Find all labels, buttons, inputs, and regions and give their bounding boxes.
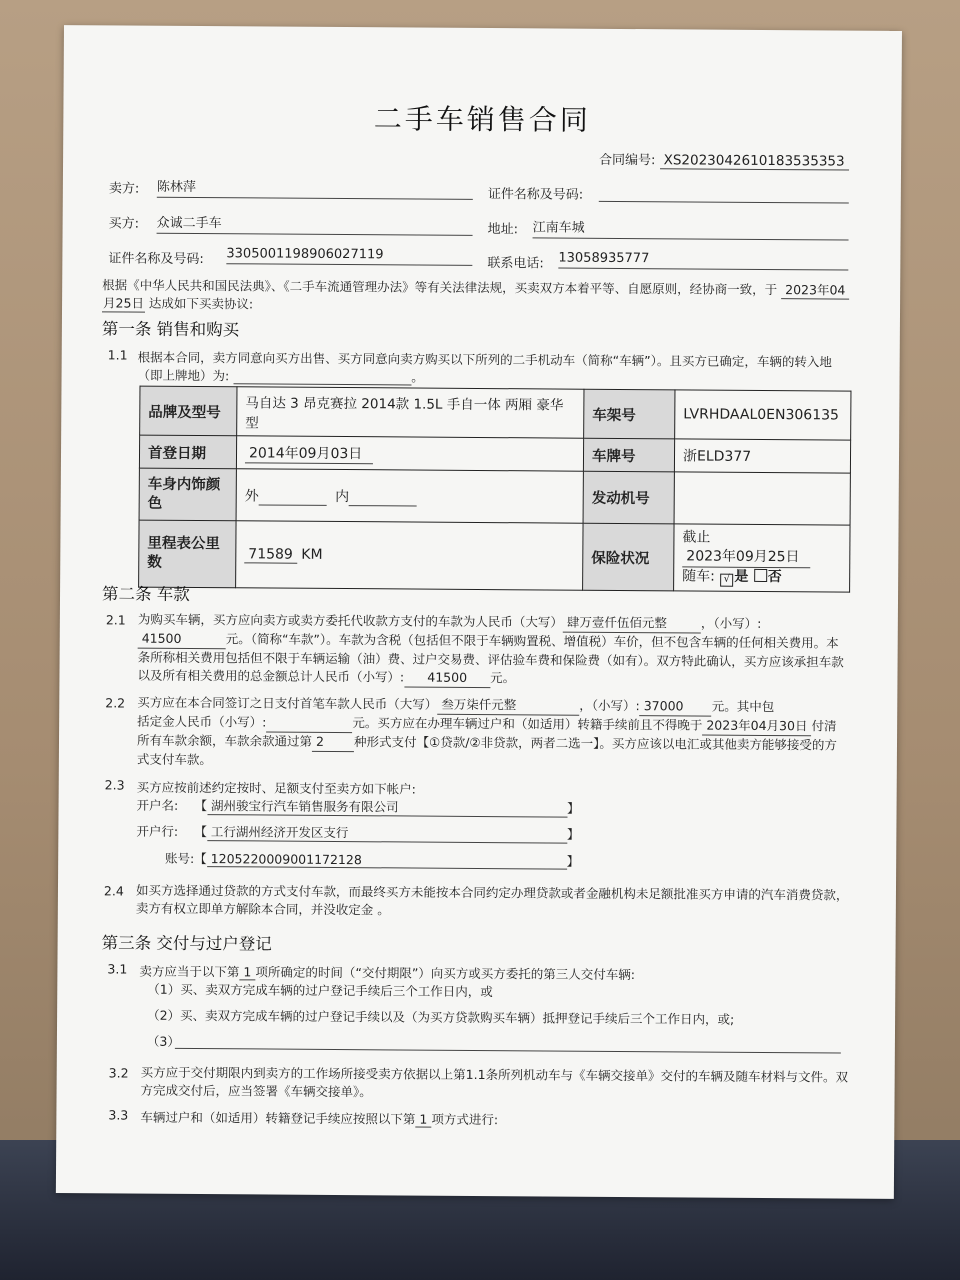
section-2-title: 第二条 车款: [101, 584, 190, 604]
clause-2-1-a: 为购买车辆，买方应向卖方或卖方委托代收款方支付的车款为人民币（大写）: [137, 611, 563, 630]
insurance-date: 2023年09月25日: [682, 547, 810, 568]
insurance-until: 截止: [682, 529, 711, 546]
color-outer-label: 外: [244, 487, 259, 504]
clause-2-2-a: 买方应在本合同签订之日支付首笔车款人民币（大写）: [137, 694, 438, 712]
brand-value: 马自达 3 昂克赛拉 2014款 1.5L 手自一体 两厢 豪华型: [237, 387, 584, 438]
section-1-title: 第一条 销售和购买: [101, 319, 240, 340]
intro-paragraph-2: [102, 293, 253, 313]
engine-value: [674, 472, 850, 525]
clause-3-2-b: 方完成交付后，应当签署《车辆交接单》。: [140, 1082, 372, 1100]
brand-label: 品牌及型号: [140, 386, 237, 436]
clause-2-1-text: [137, 611, 844, 691]
buyer-label: 买方:: [108, 216, 140, 232]
clause-2-2-e: 元。买方应在办理车辆过户和（如适用）转籍手续前且不得晚于: [352, 715, 703, 733]
reg-date-value: 2014年09月03日: [245, 442, 373, 464]
clause-2-2-way: 2: [312, 733, 354, 752]
account-number-label: 账号:: [164, 850, 195, 867]
seller-id-label: 证件名称及号码:: [487, 187, 584, 203]
seller-field: 陈林萍: [157, 176, 473, 200]
mileage-value: 71589: [244, 546, 297, 563]
clause-2-2-amount-small: 37000: [640, 697, 712, 717]
account-name-label: 开户名:: [136, 797, 179, 813]
buyer-field: 众诚二手车: [157, 212, 473, 236]
vehicle-info-table: [138, 386, 851, 593]
insurance-label: 保险状况: [583, 523, 674, 591]
clause-3-1-number: 3.1: [107, 961, 128, 977]
clause-2-2-c: 元。其中包: [711, 698, 775, 715]
bracket-right: 】: [566, 826, 580, 842]
plate-label: 车牌号: [583, 438, 674, 472]
clause-2-2-g: 所有车款余额，车款余款通过第: [136, 732, 313, 749]
clause-2-3-text: 买方应按前述约定按时、足额支付至卖方如下帐户:: [136, 779, 416, 797]
contract-number-row: [599, 149, 849, 171]
vin-label: 车架号: [584, 389, 675, 439]
clause-2-2-h: 种形式支付【①贷款/②非贷款，两者二选一】。买方应该以电汇或其他卖方能够接受的方: [353, 734, 837, 753]
clause-1-1-text-b: （即上牌地）为:: [137, 367, 230, 384]
buyer-id-label: 证件名称及号码:: [108, 251, 204, 268]
clause-2-4-text: [136, 882, 849, 923]
yes-label: 是: [734, 568, 749, 585]
bracket-left: 【: [194, 824, 207, 840]
contract-document: [56, 25, 902, 1199]
clause-1-1-end: 。: [411, 369, 424, 385]
reg-date-label: 首登日期: [139, 435, 236, 469]
intro-date-a: 2023年04: [781, 280, 849, 299]
with-car-label: 随车:: [682, 568, 715, 585]
no-label: 否: [767, 569, 782, 586]
clause-3-2-text: [141, 1064, 849, 1105]
table-row: [139, 520, 850, 592]
document-title: 二手车销售合同: [373, 102, 591, 137]
checkbox-yes[interactable]: √: [720, 574, 733, 587]
clause-2-4-b: 卖方有权立即单方解除本合同，并没收定金 。: [135, 900, 390, 918]
mileage-cell: [236, 521, 583, 590]
account-bank-value: 工行湖州经济开发区支行: [207, 822, 567, 844]
clause-1-1-text-b-row: [138, 366, 424, 386]
mileage-label: 里程表公里数: [139, 520, 236, 588]
clause-3-1-option-3: （3）: [146, 1033, 180, 1049]
section-3-title: 第三条 交付与过户登记: [101, 933, 272, 954]
intro-text-1: 根据《中华人民共和国民法典》、《二手车流通管理办法》等有关法律法规，买卖双方本着平等、自愿原则，经协商一致，于: [102, 277, 778, 298]
clause-3-1-option-2: （2）买、卖双方完成车辆的过户登记手续以及（为买方贷款购买车辆）抵押登记手续后三个工作日内，或;: [147, 1007, 735, 1027]
clause-3-1-option-3-blank: [175, 1048, 841, 1054]
intro-text-2: 达成如下买卖协议:: [148, 295, 254, 312]
clause-2-1-number: 2.1: [105, 612, 126, 628]
clause-3-3-b: 项方式进行:: [431, 1111, 499, 1128]
engine-label: 发动机号: [583, 471, 674, 524]
clause-1-1-number: 1.1: [107, 347, 128, 363]
table-row: [139, 468, 850, 525]
contract-number: XS2023042610183535353: [660, 152, 849, 170]
seller-label: 卖方:: [108, 181, 140, 197]
reg-date-cell: [236, 436, 583, 471]
contract-number-label: 合同编号:: [599, 152, 656, 169]
clause-3-3-text: [140, 1108, 498, 1128]
clause-1-1-text-a: 根据本合同，卖方同意向买方出售、买方同意向卖方购买以下所列的二手机动车（简称“车辆”）。且买方已确定，车辆的转入地: [137, 349, 832, 370]
color-cell: [236, 469, 583, 523]
account-name-row: [137, 796, 580, 818]
insurance-cell: [674, 524, 850, 592]
color-label: 车身内饰颜色: [139, 468, 236, 521]
clause-2-1-amount-small: 41500: [138, 630, 226, 650]
clause-2-2-number: 2.2: [105, 695, 126, 711]
bracket-right: 】: [567, 800, 580, 816]
clause-3-1-a: 卖方应当于以下第: [139, 963, 240, 980]
clause-2-2-b: ，（小写）:: [579, 697, 640, 714]
clause-2-4-number: 2.4: [103, 883, 124, 899]
clause-3-2-a: 买方应于交付期限内到卖方的工作场所接受卖方依据以上第1.1条所列机动车与《车辆交接单》交付的车辆及随车材料与文件。双: [140, 1064, 849, 1085]
address-field: 江南车城: [533, 216, 849, 240]
account-name-value: 湖州骏宝行汽车销售服务有限公司: [207, 796, 567, 818]
clause-2-2-text: [137, 694, 837, 774]
clause-2-1-amount-big: 肆万壹仟伍佰元整: [563, 614, 701, 634]
clause-2-2-d: 括定金人民币（小写）:: [137, 713, 267, 730]
vin-value: LVRHDAAL0EN306135: [675, 390, 851, 440]
bracket-left: 【: [194, 851, 207, 867]
checkbox-no[interactable]: [754, 569, 767, 582]
clause-3-3-number: 3.3: [108, 1107, 129, 1123]
clause-2-2-i: 式支付车款。: [136, 751, 212, 768]
clause-2-1-c: 元。（简称“车款”）。车款为含税（包括但不限于车辆购置税、增值税）车价，但不包含车辆的任何相关费用。本: [225, 631, 839, 651]
mileage-unit: KM: [301, 546, 323, 563]
seller-id-field: [599, 201, 849, 204]
clause-2-1-e: 以及所有相关费用的总金额总计人民币（小写）:: [137, 667, 405, 685]
clause-2-1-d: 条所称相关费用包括但不限于车辆运输（油）费、过户交易费、评估验车费和保险费（如有）。双方特此确认，买方应该承担车款: [137, 649, 844, 670]
clause-3-1-item: 1: [239, 964, 255, 980]
bracket-right: 】: [566, 853, 580, 869]
account-bank-label: 开户行:: [136, 823, 179, 839]
clause-3-3-a: 车辆过户和（如适用）转籍登记手续应按照以下第: [140, 1109, 416, 1127]
phone-label: 联系电话:: [487, 256, 544, 272]
clause-2-4-a: 如买方选择通过贷款的方式支付车款，而最终买方未能按本合同约定办理贷款或者金融机构未足额批准买方申请的汽车消费贷款，: [135, 882, 849, 903]
buyer-id-field: 330500119890602711​9: [226, 246, 472, 266]
clause-2-2-f: 付清: [811, 718, 837, 734]
account-number-value: 1205220009001172128: [207, 851, 567, 870]
clause-3-3-item: 1: [415, 1112, 431, 1128]
bracket-left: 【: [194, 798, 208, 814]
clause-2-2-date: 2023年04月30日: [702, 717, 811, 737]
plate-value: 浙ELD377: [674, 439, 850, 473]
clause-2-1-f: 元。: [490, 670, 516, 686]
intro-date-b: 月25日: [102, 293, 145, 312]
phone-field: 13058935777: [558, 251, 848, 271]
table-row: [140, 386, 851, 440]
table-row: [139, 435, 850, 473]
account-number-row: [136, 849, 579, 870]
color-inner-label: 内: [335, 488, 350, 505]
clause-3-1-b: 项所确定的时间（“交付期限”）向买方或买方委托的第三人交付车辆:: [255, 964, 636, 983]
clause-3-2-number: 3.2: [108, 1065, 129, 1081]
account-bank-row: [136, 822, 579, 844]
clause-2-1-b: ，（小写）:: [700, 615, 762, 631]
clause-3-1-option-1: （1）买、卖双方完成车辆的过户登记手续后三个工作日内，或: [147, 981, 493, 1000]
address-label: 地址:: [487, 222, 519, 238]
clause-2-1-total: 41500: [404, 668, 490, 688]
clause-2-3-number: 2.3: [104, 777, 125, 793]
clause-2-2-amount-big: 叁万柒仟元整: [437, 696, 579, 716]
